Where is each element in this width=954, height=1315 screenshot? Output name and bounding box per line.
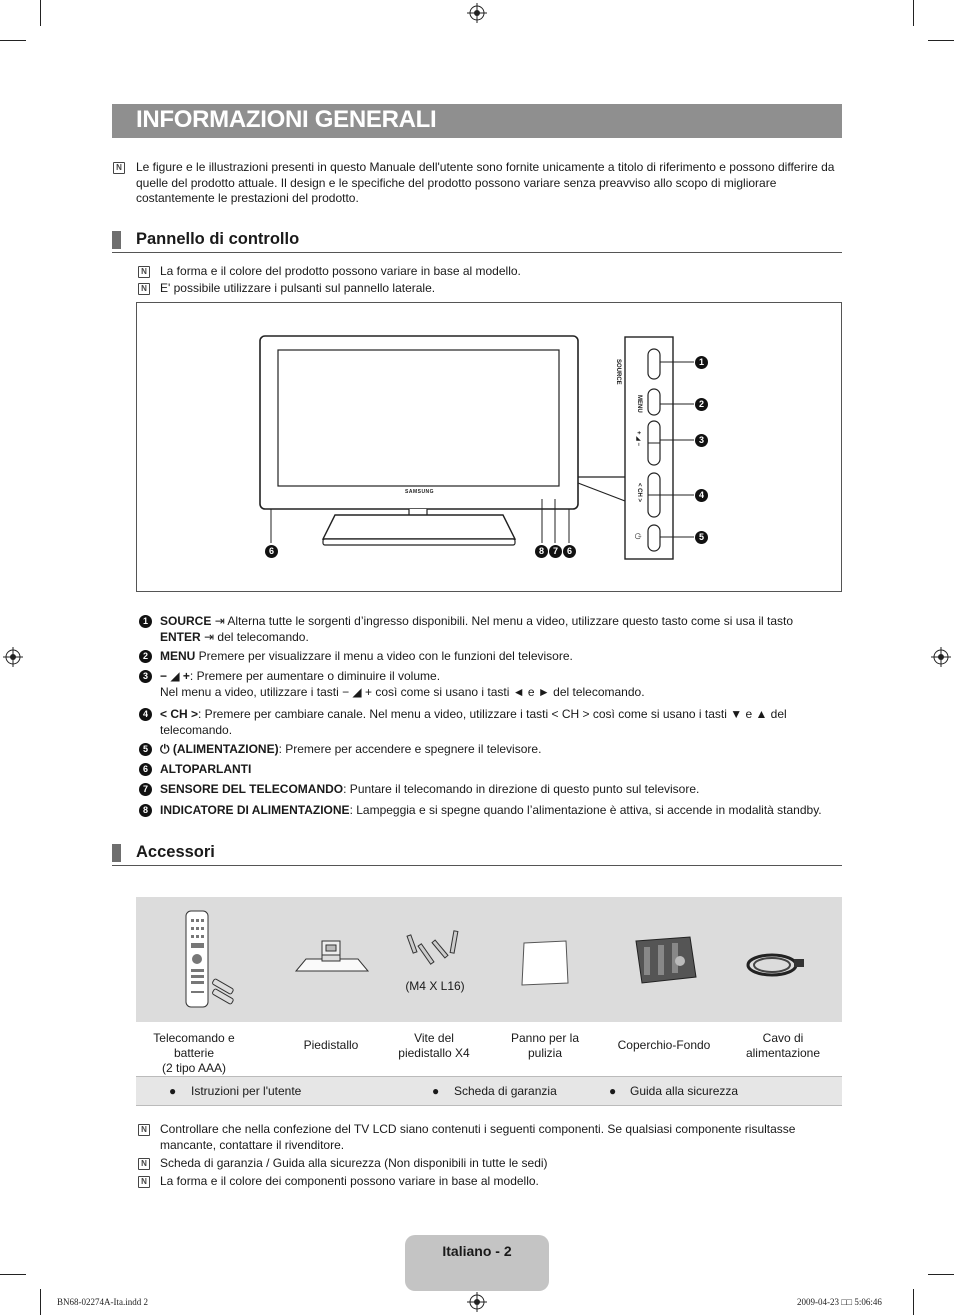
- bullet-icon: ●: [169, 1084, 177, 1098]
- item-volume: − ◢ +: Premere per aumentare o diminuire il volume. Nel menu a video, utilizzare i tasti − ◢ + così come si usano i tasti ◄ e ► del telecomando.: [160, 669, 645, 699]
- section-marker: [112, 844, 121, 862]
- panel-label-menu: MENU: [636, 395, 642, 413]
- note-icon: [138, 1124, 150, 1136]
- item-number: 7: [139, 783, 152, 796]
- accessory-stand: Piedistallo: [303, 1038, 359, 1052]
- registration-mark-icon: [3, 647, 23, 667]
- panel-label-volume: + ◢ −: [635, 431, 641, 446]
- item-channel: < CH >: Premere per cambiare canale. Nel menu a video, utilizzare i tasti < CH > così come si usano i tasti ▼ e ▲ del telecomando.: [160, 707, 787, 737]
- panel-note: E' possibile utilizzare i pulsanti sul pannello laterale.: [160, 281, 436, 295]
- item-number: 5: [139, 743, 152, 756]
- page-number-tab: [405, 1235, 549, 1291]
- accessory-cloth: Panno per la pulizia: [510, 1031, 580, 1060]
- registration-mark-icon: [467, 3, 487, 23]
- enter-icon: ⇥: [204, 629, 215, 644]
- bullet-icon: ●: [609, 1084, 617, 1098]
- note-icon: [138, 1158, 150, 1170]
- accessory-remote: Telecomando e batterie (2 tipo AAA): [153, 1031, 235, 1075]
- section-divider: [112, 252, 842, 253]
- note-icon: [138, 1176, 150, 1188]
- registration-mark-icon: [931, 647, 951, 667]
- power-cord-icon: [742, 945, 806, 985]
- callout-1: 1: [695, 356, 708, 369]
- item-number: 4: [139, 708, 152, 721]
- item-menu: MENU Premere per visualizzare il menu a video con le funzioni del televisore.: [160, 649, 573, 663]
- item-source: SOURCE ⇥ Alterna tutte le sorgenti d’ingresso disponibili. Nel menu a video, utilizzare questo tasto come si usa il tasto ENTER ⇥ del telecomando.: [160, 614, 794, 644]
- power-icon: ⏻: [633, 533, 642, 540]
- callout-3: 3: [695, 434, 708, 447]
- section-heading-control-panel: Pannello di controllo: [136, 230, 300, 248]
- included-documents: [136, 1076, 842, 1106]
- item-number: 1: [139, 615, 152, 628]
- cover-bottom-icon: [630, 933, 700, 987]
- callout-2: 2: [695, 398, 708, 411]
- cleaning-cloth-icon: [520, 939, 570, 987]
- item-remote-sensor: SENSORE DEL TELECOMANDO: Puntare il telecomando in direzione di questo punto sul televisore.: [160, 782, 700, 796]
- item-number: 2: [139, 650, 152, 663]
- panel-label-channel: < CH >: [636, 483, 642, 503]
- panel-note: La forma e il colore del prodotto possono variare in base al modello.: [160, 264, 521, 278]
- intro-note: Le figure e le illustrazioni presenti in questo Manuale dell'utente sono fornite unicamente a titolo di riferimento e possono differire da quelle del prodotto attuale. Il design e le specifiche del prodotto possono variare senza preavviso allo scopo di migliorare costantemente le prestazioni del prodotto.: [136, 160, 835, 205]
- page-title: INFORMAZIONI GENERALI: [136, 106, 437, 133]
- doc-user-manual: Istruzioni per l'utente: [191, 1084, 302, 1098]
- tv-front-illustration: [137, 303, 841, 591]
- print-date: 2009-04-23 □□ 5:06:46: [797, 1297, 882, 1307]
- tv-brand-logo: SAMSUNG: [405, 489, 435, 495]
- item-power: ⏻ (ALIMENTAZIONE): Premere per accendere e spegnere il televisore.: [160, 742, 542, 756]
- screw-spec: (M4 X L16): [405, 979, 465, 993]
- item-power-indicator: INDICATORE DI ALIMENTAZIONE: Lampeggia e si spegne quando l’alimentazione è attiva, si accende in modalità standby.: [160, 803, 822, 817]
- accessory-power-cord: Cavo di alimentazione: [745, 1031, 821, 1060]
- accessory-note: La forma e il colore dei componenti possono variare in base al modello.: [160, 1174, 539, 1188]
- doc-warranty: Scheda di garanzia: [454, 1084, 557, 1098]
- doc-safety-guide: Guida alla sicurezza: [630, 1084, 739, 1098]
- callout-5: 5: [695, 531, 708, 544]
- note-icon: [138, 266, 150, 278]
- accessory-note: Scheda di garanzia / Guida alla sicurezza (Non disponibili in tutte le sedi): [160, 1156, 548, 1170]
- accessory-cover: Coperchio-Fondo: [617, 1038, 711, 1052]
- callout-6: 6: [563, 545, 576, 558]
- registration-mark-icon: [467, 1292, 487, 1312]
- accessory-note: Controllare che nella confezione del TV LCD siano contenuti i seguenti componenti. Se qualsiasi componente risultasse mancante, contattare il rivenditore.: [160, 1122, 796, 1152]
- control-panel-diagram: [136, 302, 842, 592]
- callout-7: 7: [549, 545, 562, 558]
- screws-icon: [404, 925, 464, 975]
- section-marker: [112, 231, 121, 249]
- callout-8: 8: [535, 545, 548, 558]
- source-icon: ⇥: [214, 614, 225, 628]
- page-title-bar: [112, 104, 842, 138]
- item-number: 6: [139, 763, 152, 776]
- item-number: 3: [139, 670, 152, 683]
- bullet-icon: ●: [432, 1084, 440, 1098]
- accessories-illustrations: [136, 897, 842, 1022]
- item-speakers: ALTOPARLANTI: [160, 762, 252, 776]
- note-icon: [138, 283, 150, 295]
- section-heading-accessories: Accessori: [136, 843, 215, 861]
- callout-6: 6: [265, 545, 278, 558]
- callout-4: 4: [695, 489, 708, 502]
- note-icon: [113, 162, 125, 174]
- file-name: BN68-02274A-Ita.indd 2: [57, 1297, 148, 1307]
- section-divider: [112, 865, 842, 866]
- stand-icon: [292, 937, 372, 979]
- panel-label-source: SOURCE: [615, 359, 621, 385]
- remote-control-icon: [182, 909, 242, 1009]
- accessory-screws: Vite del piedistallo X4: [398, 1031, 470, 1060]
- item-number: 8: [139, 804, 152, 817]
- page-number: Italiano - 2: [442, 1243, 512, 1259]
